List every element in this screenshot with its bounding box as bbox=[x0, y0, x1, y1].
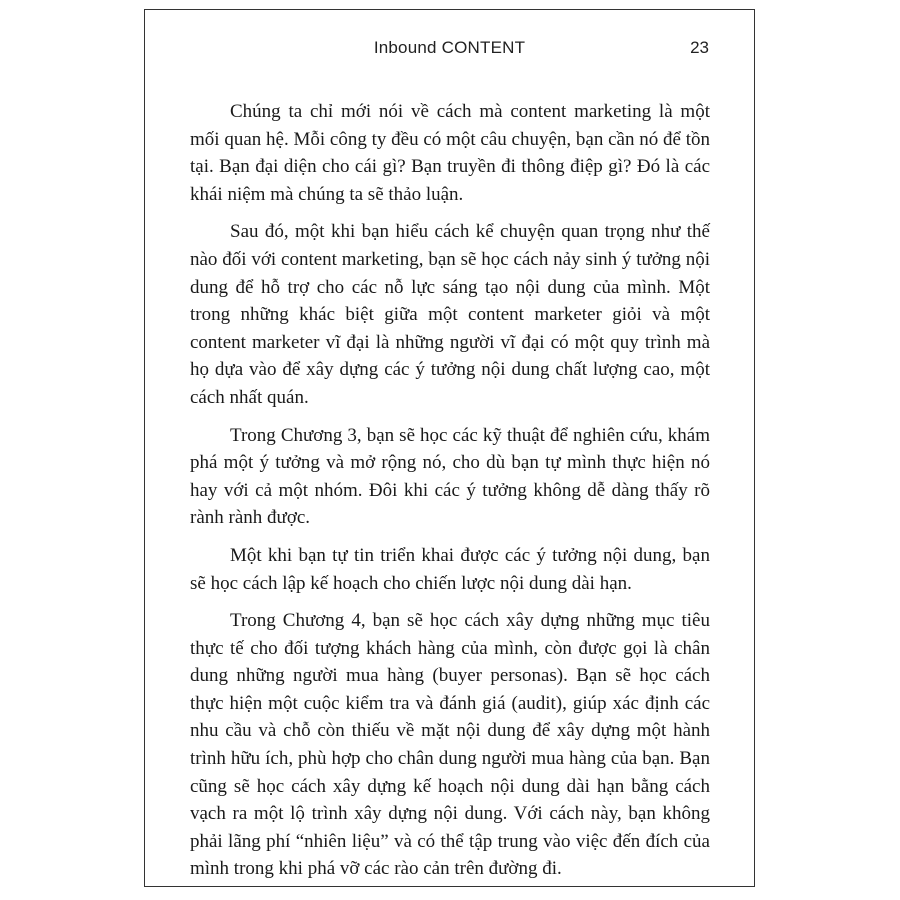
paragraph: Sau đó, một khi bạn hiểu cách kể chuyện quan trọng như thế nào đối với content marketing, bạn sẽ học cách nảy sinh ý tưởng nội dung để hỗ trợ cho các nỗ lực sáng tạo nội dung của mình. Một trong những khác biệt giữa một content marketer giỏi và một content marketer vĩ đại là những người vĩ đại có một quy trình mà họ dựa vào để xây dựng các ý tưởng nội dung chất lượng cao, một cách nhất quán. bbox=[190, 221, 710, 408]
running-header-title: Inbound CONTENT bbox=[373, 38, 526, 57]
paragraph: Trong Chương 3, bạn sẽ học các kỹ thuật để nghiên cứu, khám phá một ý tưởng và mở rộng nó, cho dù bạn tự mình thực hiện nó hay với cả một nhóm. Đôi khi các ý tưởng không dễ dàng thấy rõ rành rành được. bbox=[190, 424, 710, 529]
paragraph: Trong Chương 4, bạn sẽ học cách xây dựng những mục tiêu thực tế cho đối tượng khách hàng của mình, còn được gọi là chân dung những người mua hàng (buyer personas). Bạn sẽ học cách thực hiện một cuộc kiểm tra và đánh giá (audit), giúp xác định các nhu cầu và chỗ còn thiếu về mặt nội dung để xây dựng một hành trình hữu ích, phù hợp cho chân dung người mua hàng của bạn. Bạn cũng sẽ học cách xây dựng kế hoạch nội dung dài hạn bằng cách vạch ra một lộ trình xây dựng nội dung. Với cách này, bạn không phải lãng phí “nhiên liệu” và có thể tập trung vào việc đến đích của mình trong khi phá vỡ các rào cản trên đường đi. bbox=[190, 610, 710, 880]
page-number: 23 bbox=[690, 38, 709, 57]
paragraph: Chúng ta chỉ mới nói về cách mà content marketing là một mối quan hệ. Mỗi công ty đều có một câu chuyện, bạn cần nó để tồn tại. Bạn đại diện cho cái gì? Bạn truyền đi thông điệp gì? Đó là các khái niệm mà chúng ta sẽ thảo luận. bbox=[190, 101, 710, 205]
running-header bbox=[145, 38, 754, 62]
body-text bbox=[190, 98, 710, 893]
book-page bbox=[144, 9, 755, 887]
paragraph: Một khi bạn tự tin triển khai được các ý tưởng nội dung, bạn sẽ học cách lập kế hoạch cho chiến lược nội dung dài hạn. bbox=[190, 544, 710, 594]
